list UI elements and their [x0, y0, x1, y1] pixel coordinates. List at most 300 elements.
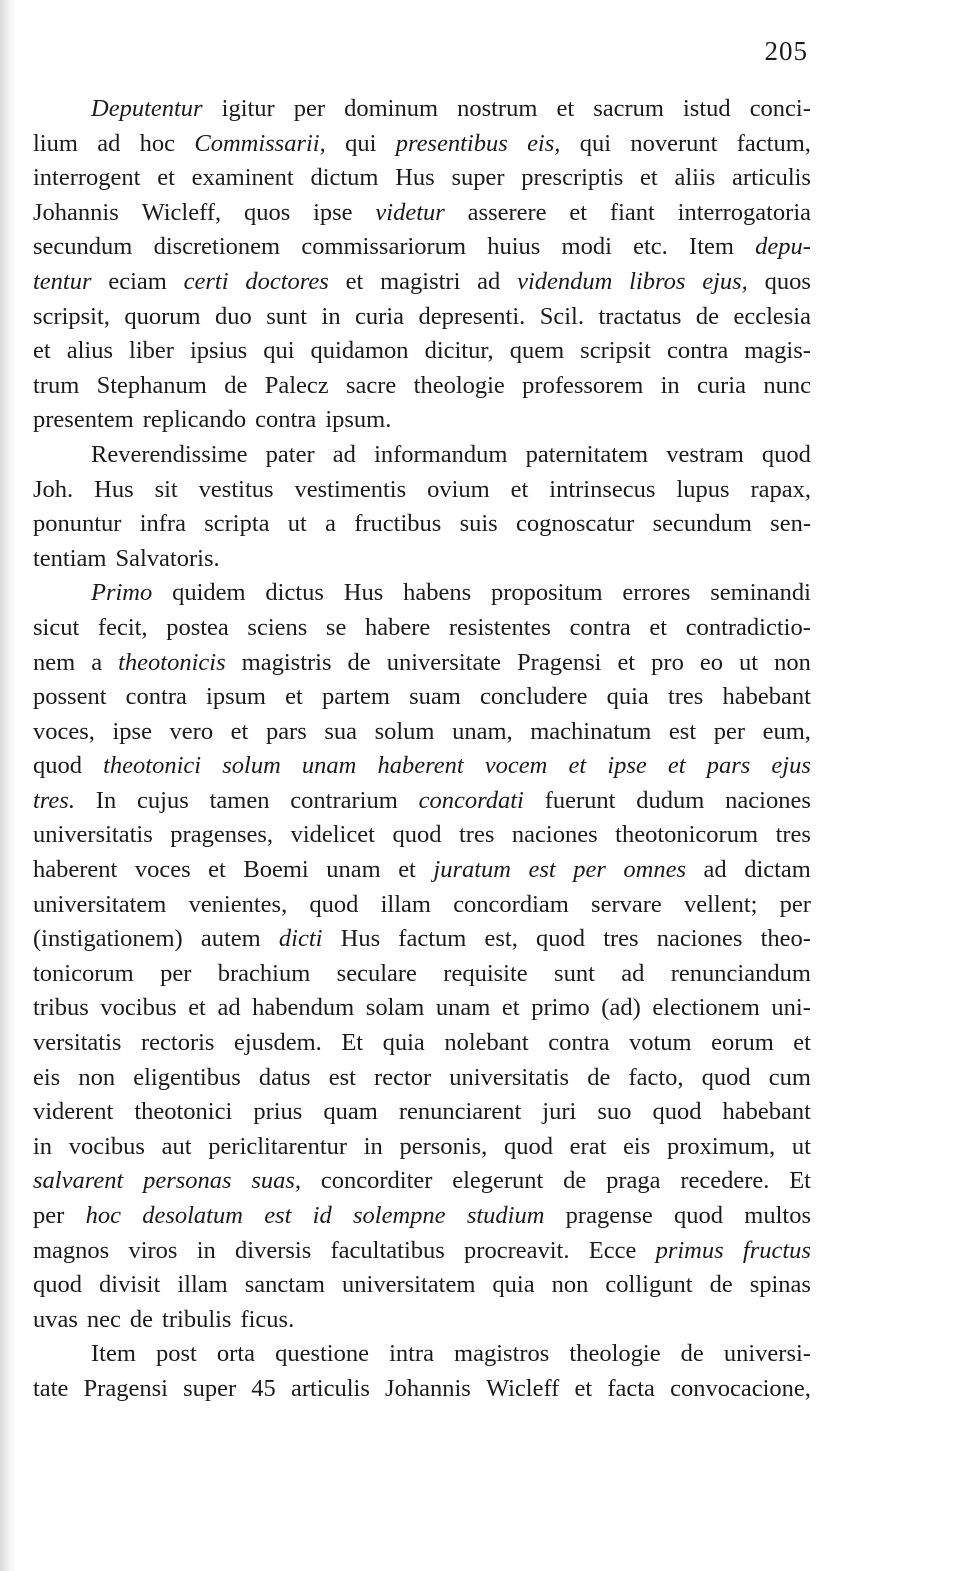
word: tres: [603, 925, 639, 953]
word: Johannis: [385, 1374, 471, 1402]
word: dicti: [278, 925, 323, 953]
word: seculare: [336, 959, 417, 987]
word: a: [91, 648, 103, 676]
word: suo: [597, 1098, 632, 1126]
page-number: 205: [764, 36, 808, 66]
word: universi-: [723, 1340, 811, 1368]
word: sacrum: [593, 95, 664, 122]
word: Palecz: [264, 371, 329, 399]
word: requisite: [443, 959, 528, 987]
word: et: [157, 164, 175, 192]
word: istud: [682, 95, 731, 122]
word: fructus: [742, 1236, 811, 1264]
word: sua: [324, 717, 358, 745]
text-line: [33, 888, 811, 923]
text-line: [33, 265, 811, 300]
word: universitatem: [342, 1271, 476, 1299]
word: et: [556, 95, 575, 122]
word: eum,: [762, 717, 811, 745]
text-line: [33, 1372, 811, 1407]
word: sunt: [266, 302, 308, 330]
word: sicut: [33, 613, 80, 641]
word: unam: [435, 994, 491, 1022]
word: habebant: [722, 1098, 811, 1126]
word: Stephanum: [96, 371, 207, 399]
word: alius: [66, 337, 113, 365]
word: theologie: [569, 1340, 661, 1368]
word: certi: [183, 267, 229, 295]
word: intra: [389, 1340, 434, 1368]
text-line: [33, 922, 811, 957]
word: contra: [125, 683, 187, 711]
word: contra: [255, 406, 317, 434]
word: questione: [275, 1340, 369, 1368]
word: ipsum.: [325, 406, 392, 434]
word: propositum: [490, 579, 603, 607]
word: eo: [699, 648, 723, 676]
word: ipsum: [206, 683, 266, 711]
word: universitatem: [33, 890, 167, 918]
word: ad: [621, 959, 645, 987]
text-line: [33, 127, 811, 162]
word: (ad): [601, 994, 641, 1022]
word: sunt: [554, 959, 595, 987]
word: quod: [503, 1132, 553, 1160]
word: cujus: [137, 786, 189, 814]
word: theotonicis: [118, 648, 226, 676]
word: quod: [674, 1202, 724, 1229]
text-line: [33, 957, 811, 992]
word: unam: [326, 856, 381, 884]
word: solum: [222, 752, 281, 780]
word: modi: [561, 233, 612, 261]
word: contra: [548, 1029, 610, 1057]
word: in: [321, 302, 341, 330]
word: hoc: [139, 129, 176, 157]
word: est: [328, 1063, 356, 1091]
word: et: [285, 683, 303, 711]
word: solum: [374, 717, 435, 745]
text-line: [33, 507, 811, 542]
word: tentur: [33, 267, 92, 295]
word: noverunt: [630, 129, 718, 157]
word: quod: [652, 1098, 702, 1126]
word: super: [451, 164, 505, 192]
word: quidamon: [310, 337, 409, 365]
word: in: [660, 371, 680, 399]
word: ad: [703, 856, 727, 884]
word: quod: [392, 821, 442, 849]
word: nunc: [763, 371, 811, 399]
text-line: [33, 749, 811, 784]
text-line: [33, 369, 811, 404]
word: vero: [169, 717, 214, 745]
word: vestimentis: [294, 475, 407, 503]
word: informandum: [374, 440, 508, 468]
text-line: [33, 1337, 811, 1372]
word: universitatis: [449, 1063, 570, 1091]
word: magistri: [380, 267, 461, 295]
word: nec: [86, 1305, 121, 1333]
word: fecit,: [97, 613, 148, 641]
word: votum: [629, 1029, 692, 1057]
word: colligunt: [605, 1271, 693, 1299]
word: factum,: [736, 129, 811, 157]
word: aliis: [674, 164, 716, 192]
word: hoc: [85, 1202, 121, 1229]
word: depresenti.: [418, 302, 526, 330]
word: dictam: [744, 856, 811, 884]
text-line: [33, 680, 811, 715]
text-line: [33, 542, 811, 577]
word: proximum,: [666, 1132, 776, 1160]
word: est,: [484, 925, 518, 953]
word: haberent: [377, 752, 464, 780]
word: quod: [33, 752, 82, 780]
word: se: [325, 613, 347, 641]
word: Johannis: [33, 198, 119, 226]
text-line: [33, 438, 811, 473]
word: unam: [301, 752, 357, 780]
text-line: [33, 473, 811, 508]
word: naciones: [725, 786, 811, 814]
word: de: [695, 302, 720, 330]
word: et: [793, 1029, 811, 1057]
word: de: [680, 1340, 704, 1368]
word: contrarium: [290, 786, 398, 814]
word: Hus: [395, 164, 435, 192]
word: omnes: [623, 856, 687, 884]
word: quod: [701, 1063, 751, 1091]
word: facto,: [628, 1063, 684, 1091]
word: brachium: [217, 959, 311, 987]
word: cognoscatur: [515, 510, 635, 538]
word: Reverendissime: [91, 440, 248, 468]
word: nostrum: [457, 95, 538, 122]
word: id: [312, 1202, 332, 1229]
word: juri: [542, 1098, 577, 1126]
text-line: [33, 784, 811, 819]
word: Hus: [94, 475, 134, 503]
word: contradictio-: [685, 613, 811, 641]
word: vocibus: [68, 1132, 145, 1160]
word: eis,: [527, 129, 561, 157]
word: divisit: [99, 1271, 161, 1299]
text-line: [33, 1130, 811, 1165]
text-line: [33, 1199, 811, 1234]
word: illam: [380, 890, 431, 918]
word: magistris: [241, 648, 332, 676]
word: magistros: [454, 1340, 550, 1368]
word: ad: [217, 994, 241, 1022]
text-line: [33, 715, 811, 750]
word: per: [293, 95, 326, 122]
word: nem: [33, 648, 76, 676]
word: unam,: [452, 717, 513, 745]
text-line: [33, 1303, 811, 1338]
word: machinatum: [530, 717, 652, 745]
word: quod: [309, 890, 359, 918]
word: ut: [287, 510, 307, 538]
word: naciones: [656, 925, 743, 953]
word: igitur: [221, 95, 275, 122]
word: post: [155, 1340, 197, 1368]
word: de: [129, 1305, 154, 1333]
word: tres: [667, 683, 704, 711]
word: theologie: [413, 371, 505, 399]
word: per: [713, 717, 745, 745]
word: seminandi: [710, 579, 811, 607]
word: ipse: [112, 717, 152, 745]
word: partem: [321, 683, 390, 711]
word: quorum: [124, 302, 201, 330]
word: vestram: [666, 440, 744, 468]
text-line: [33, 161, 811, 196]
word: vocibus: [100, 994, 177, 1022]
word: renunciandum: [670, 959, 811, 987]
word: uni-: [771, 994, 811, 1022]
word: replicando: [142, 406, 247, 434]
text-line: [33, 611, 811, 646]
word: tribus: [33, 994, 89, 1022]
word: pater: [265, 440, 315, 468]
word: Hus: [343, 579, 384, 607]
word: vocem: [484, 752, 548, 780]
word: eciam: [108, 267, 167, 295]
page-edge-shadow: [0, 0, 16, 1571]
word: Item: [91, 1340, 136, 1368]
word: suas,: [251, 1167, 302, 1195]
word: per: [573, 856, 606, 884]
word: fuerunt: [544, 786, 616, 814]
word: ipse: [607, 752, 647, 780]
word: Joh.: [33, 475, 74, 503]
word: intrinsecus: [549, 475, 656, 503]
word: trum: [33, 371, 80, 399]
word: et: [510, 475, 529, 503]
word: Et: [341, 1029, 364, 1057]
word: ad: [477, 267, 501, 295]
word: et: [568, 752, 587, 780]
word: naciones: [511, 821, 598, 849]
word: diversis: [235, 1236, 312, 1264]
word: magnos: [33, 1236, 110, 1264]
word: primo: [531, 994, 590, 1022]
word: curia: [355, 302, 405, 330]
word: interrogatoria: [677, 198, 811, 226]
word: de: [587, 1063, 611, 1091]
word: Scil.: [539, 302, 584, 330]
word: scripsit: [580, 337, 651, 365]
word: spinas: [749, 1271, 811, 1299]
word: presentibus: [395, 129, 508, 157]
word: recedere.: [680, 1167, 770, 1195]
word: tribulis: [162, 1305, 232, 1333]
word: concordiam: [453, 890, 569, 918]
word: Deputentur: [91, 95, 203, 122]
word: theotonicorum: [615, 821, 759, 849]
word: curia: [697, 371, 746, 399]
word: pro: [651, 648, 684, 676]
word: tres: [775, 821, 811, 849]
word: pars: [265, 717, 307, 745]
word: secundum: [33, 233, 133, 261]
word: videndum: [517, 267, 613, 295]
word: haberent: [33, 856, 118, 884]
word: paternitatem: [525, 440, 649, 468]
word: per: [779, 890, 811, 918]
word: conci-: [749, 95, 811, 122]
word: videlicet: [290, 821, 375, 849]
word: suis: [459, 510, 498, 538]
word: errores: [622, 579, 691, 607]
word: periclitarentur: [208, 1132, 348, 1160]
word: et: [230, 717, 249, 745]
word: tonicorum: [33, 959, 134, 987]
word: concludere: [480, 683, 588, 711]
word: videtur: [375, 198, 445, 226]
text-line: [33, 646, 811, 681]
text-line: [33, 1268, 811, 1303]
word: sit: [154, 475, 178, 503]
word: possent: [33, 683, 107, 711]
word: est: [668, 717, 697, 745]
word: uvas: [33, 1305, 78, 1333]
word: tamen: [209, 786, 270, 814]
word: pragense: [565, 1202, 653, 1229]
word: aut: [161, 1132, 192, 1160]
word: facta: [607, 1374, 655, 1402]
word: Boemi: [243, 856, 309, 884]
word: duo: [215, 302, 252, 330]
word: rectoris: [141, 1029, 215, 1057]
word: factum: [398, 925, 467, 953]
word: contra: [666, 337, 729, 365]
word: ficus.: [240, 1305, 295, 1333]
word: et: [208, 856, 226, 884]
word: fructibus: [354, 510, 442, 538]
word: convocacione,: [670, 1374, 811, 1402]
word: scripta: [204, 510, 270, 538]
word: cum: [768, 1063, 811, 1091]
word: rector: [374, 1063, 432, 1091]
text-line: [33, 1061, 811, 1096]
word: elegerunt: [452, 1167, 544, 1195]
word: illam: [177, 1271, 228, 1299]
word: non: [551, 1271, 589, 1299]
word: a: [325, 510, 336, 538]
word: examinent: [191, 164, 294, 192]
word: desolatum: [142, 1202, 243, 1229]
word: non: [78, 1063, 116, 1091]
word: quos: [243, 198, 291, 226]
word: studium: [466, 1202, 545, 1229]
word: resistentes: [448, 613, 551, 641]
word: solam: [365, 994, 425, 1022]
word: tres: [458, 821, 495, 849]
word: ut: [739, 648, 759, 676]
word: secundum: [652, 510, 752, 538]
word: eligentibus: [133, 1063, 241, 1091]
word: ecclesia: [733, 302, 811, 330]
word: vellent;: [683, 890, 758, 918]
word: concorditer: [320, 1167, 433, 1195]
text-line: [33, 230, 811, 265]
word: commissariorum: [301, 233, 466, 261]
word: per: [33, 1202, 65, 1229]
word: et: [345, 267, 364, 295]
word: et: [188, 994, 206, 1022]
word: et: [501, 994, 520, 1022]
word: versitatis: [33, 1029, 122, 1057]
word: dictum: [310, 164, 379, 192]
word: lium: [33, 129, 78, 157]
word: multos: [744, 1202, 811, 1229]
word: ovium: [427, 475, 490, 503]
word: eorum: [711, 1029, 774, 1057]
word: praga: [606, 1167, 661, 1195]
word: ad: [97, 129, 121, 157]
word: quod: [761, 440, 811, 468]
word: dominum: [344, 95, 439, 122]
word: servare: [591, 890, 662, 918]
word: quia: [382, 1029, 425, 1057]
word: ipse: [313, 198, 353, 226]
word: procreavit.: [464, 1236, 570, 1264]
word: est: [528, 856, 556, 884]
text-line: [33, 1095, 811, 1130]
word: Hus: [340, 925, 381, 953]
word: voces: [134, 856, 191, 884]
word: quos: [764, 267, 811, 295]
word: etc.: [633, 233, 668, 261]
word: fiant: [609, 198, 655, 226]
word: personas: [143, 1167, 232, 1195]
body-text: [33, 92, 811, 1407]
word: prius: [253, 1098, 303, 1126]
word: huius: [487, 233, 541, 261]
word: salvarent: [33, 1167, 124, 1195]
word: sen-: [770, 510, 811, 538]
word: habebant: [722, 683, 811, 711]
word: Pragensi: [517, 648, 602, 676]
word: In: [95, 786, 117, 814]
word: qui: [579, 129, 612, 157]
word: habere: [364, 613, 431, 641]
word: theo-: [760, 925, 811, 953]
text-line: [33, 1234, 811, 1269]
word: Salvatoris.: [115, 544, 220, 572]
word: Ecce: [588, 1236, 637, 1264]
word: Item: [689, 233, 734, 261]
word: datus: [258, 1063, 311, 1091]
word: Et: [789, 1167, 811, 1195]
word: et: [398, 856, 416, 884]
text-line: [33, 196, 811, 231]
text-line: [33, 991, 811, 1026]
word: eis: [33, 1063, 61, 1091]
text-line: [33, 92, 811, 127]
word: theotonici: [103, 752, 202, 780]
word: liber: [129, 337, 174, 365]
word: personis,: [399, 1132, 488, 1160]
word: depu-: [755, 233, 811, 261]
word: sacre: [345, 371, 397, 399]
word: prescriptis: [521, 164, 624, 192]
word: presentem: [33, 406, 134, 434]
word: ut: [791, 1132, 811, 1160]
word: in: [196, 1236, 216, 1264]
